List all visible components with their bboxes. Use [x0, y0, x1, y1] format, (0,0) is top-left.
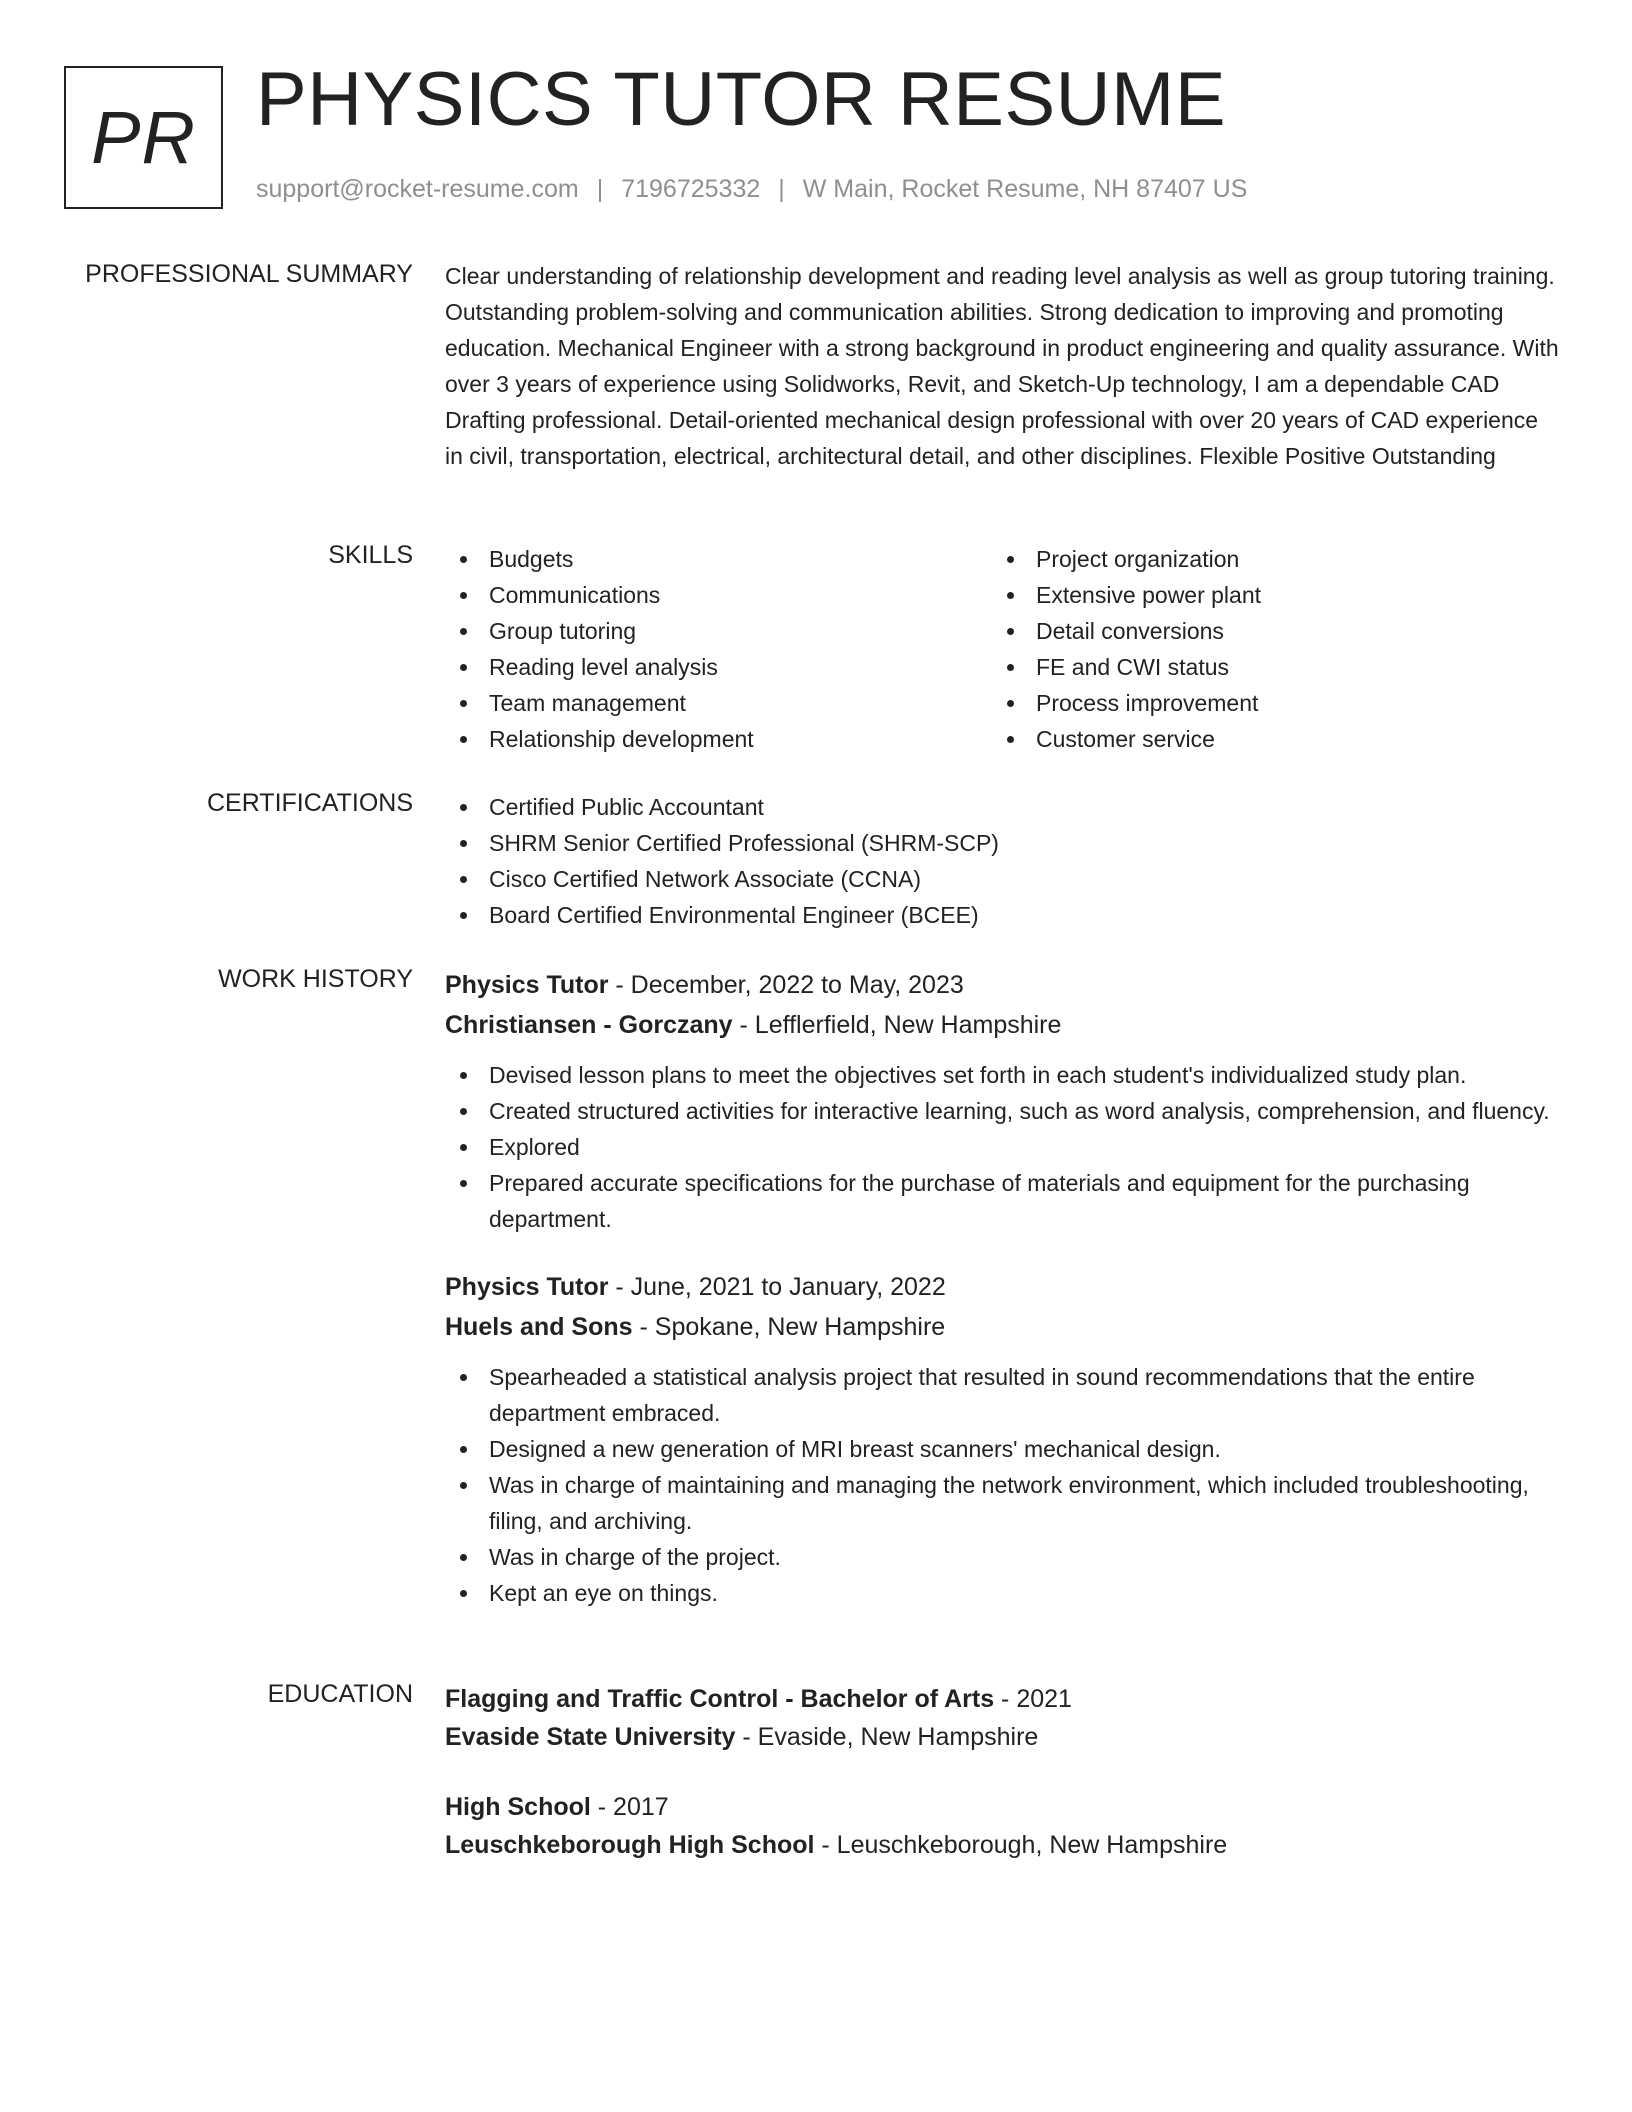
- skills-grid: [445, 541, 1560, 757]
- list-item: Customer service: [992, 721, 1539, 757]
- job-company: Huels and Sons: [445, 1313, 633, 1341]
- job-bullets: [445, 1359, 1560, 1611]
- education-entry: [445, 1680, 1560, 1756]
- education-label: EDUCATION: [267, 1680, 413, 1708]
- certifications-list: [445, 789, 1560, 933]
- list-item: Was in charge of maintaining and managing the network environment, which included troubleshooting, filing, and archiving.: [445, 1467, 1560, 1539]
- list-item: Spearheaded a statistical analysis project that resulted in sound recommendations that the entire department embraced.: [445, 1359, 1560, 1431]
- job-company-line: [445, 1307, 1560, 1347]
- education-body: [445, 1680, 1560, 1896]
- list-item: Designed a new generation of MRI breast scanners' mechanical design.: [445, 1431, 1560, 1467]
- certifications-body: [445, 789, 1560, 933]
- job-company-line: [445, 1005, 1560, 1045]
- job-title-line: [445, 965, 1560, 1005]
- job-location: - Spokane, New Hampshire: [632, 1313, 946, 1341]
- list-item: Detail conversions: [992, 613, 1539, 649]
- work-history-body: [445, 965, 1560, 1641]
- job-title: Physics Tutor: [445, 1273, 609, 1301]
- job-company: Christiansen - Gorczany: [445, 1011, 733, 1039]
- education-degree: Flagging and Traffic Control - Bachelor of Arts: [445, 1685, 995, 1713]
- resume-title: PHYSICS TUTOR RESUME: [256, 57, 1227, 142]
- list-item: Explored: [445, 1129, 1560, 1165]
- list-item: Relationship development: [445, 721, 992, 757]
- list-item: Extensive power plant: [992, 577, 1539, 613]
- list-item: Reading level analysis: [445, 649, 992, 685]
- education-degree-line: [445, 1788, 1560, 1826]
- list-item: Process improvement: [992, 685, 1539, 721]
- skills-label: SKILLS: [328, 541, 413, 569]
- list-item: Communications: [445, 577, 992, 613]
- list-item: Prepared accurate specifications for the purchase of materials and equipment for the purchasing department.: [445, 1165, 1560, 1237]
- education-year: - 2021: [994, 1685, 1072, 1713]
- summary-text: Clear understanding of relationship development and reading level analysis as well as group tutoring training. Outstanding problem-solving and communication abilities. Strong dedication to improving and promoting education. Mechanical Engineer with a strong background in product engineering and quality assurance. With over 3 years of experience using Solidworks, Revit, and Sketch-Up technology, I am a dependable CAD Drafting professional. Detail-oriented mechanical design professional with over 20 years of CAD experience in civil, transportation, electrical, architectural detail, and other disciplines. Flexible Positive Outstanding: [445, 263, 1559, 469]
- list-item: Certified Public Accountant: [445, 789, 1560, 825]
- education-school: Leuschkeborough High School: [445, 1831, 815, 1859]
- skills-list-right: [992, 541, 1539, 757]
- contact-separator: |: [596, 175, 604, 203]
- job-bullets: [445, 1057, 1560, 1237]
- summary-label: PROFESSIONAL SUMMARY: [85, 260, 413, 288]
- list-item: Budgets: [445, 541, 992, 577]
- education-entry: [445, 1788, 1560, 1864]
- job-location: - Lefflerfield, New Hampshire: [732, 1011, 1062, 1039]
- job-dates: - June, 2021 to January, 2022: [608, 1273, 946, 1301]
- list-item: Group tutoring: [445, 613, 992, 649]
- education-location: - Leuschkeborough, New Hampshire: [814, 1831, 1228, 1859]
- contact-phone: 7196725332: [621, 175, 761, 203]
- education-year: - 2017: [590, 1793, 669, 1821]
- education-school-line: [445, 1826, 1560, 1864]
- list-item: Project organization: [992, 541, 1539, 577]
- list-item: Board Certified Environmental Engineer (BCEE): [445, 897, 1560, 933]
- list-item: SHRM Senior Certified Professional (SHRM-SCP): [445, 825, 1560, 861]
- work-history-label: WORK HISTORY: [218, 965, 413, 993]
- contact-address: W Main, Rocket Resume, NH 87407 US: [802, 175, 1248, 203]
- contact-separator: |: [778, 175, 785, 203]
- education-school-line: [445, 1718, 1560, 1756]
- job-title: Physics Tutor: [445, 971, 609, 999]
- contact-line: [256, 175, 1247, 204]
- monogram-logo: [64, 66, 223, 209]
- list-item: FE and CWI status: [992, 649, 1539, 685]
- job-entry: [445, 1267, 1560, 1611]
- education-degree: High School: [445, 1793, 591, 1821]
- list-item: Created structured activities for interactive learning, such as word analysis, comprehension, and fluency.: [445, 1093, 1560, 1129]
- list-item: Was in charge of the project.: [445, 1539, 1560, 1575]
- education-location: - Evaside, New Hampshire: [735, 1723, 1039, 1751]
- job-dates: - December, 2022 to May, 2023: [608, 971, 964, 999]
- monogram-initials: PR: [91, 96, 196, 179]
- certifications-label: CERTIFICATIONS: [206, 789, 413, 817]
- list-item: Cisco Certified Network Associate (CCNA): [445, 861, 1560, 897]
- education-degree-line: [445, 1680, 1560, 1718]
- list-item: Devised lesson plans to meet the objectives set forth in each student's individualized study plan.: [445, 1057, 1560, 1093]
- list-item: Kept an eye on things.: [445, 1575, 1560, 1611]
- education-school: Evaside State University: [445, 1723, 736, 1751]
- skills-body: [445, 541, 1560, 757]
- job-title-line: [445, 1267, 1560, 1307]
- contact-email: support@rocket-resume.com: [256, 175, 579, 203]
- skills-list-left: [445, 541, 992, 757]
- list-item: Team management: [445, 685, 992, 721]
- job-entry: [445, 965, 1560, 1237]
